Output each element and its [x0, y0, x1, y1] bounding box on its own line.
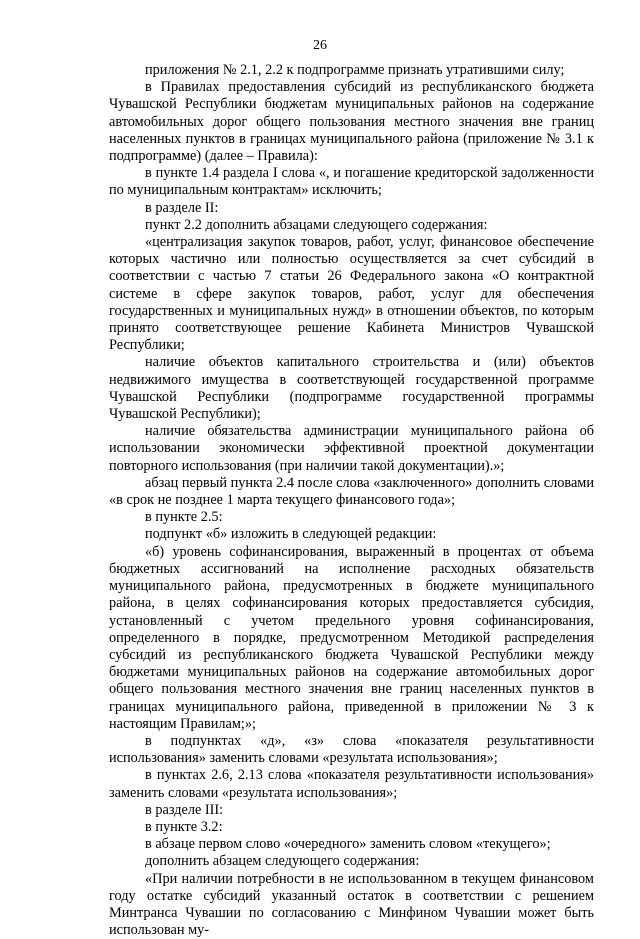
paragraph: пункт 2.2 дополнить абзацами следующего содержания:	[145, 216, 488, 233]
paragraph: приложения № 2.1, 2.2 к подпрограмме признать утратившими силу;	[145, 62, 565, 78]
paragraph: абзац первый пункта 2.4 после слова «заключенного» дополнить словами «в срок не позднее 1 марта текущего финансового года»;	[109, 474, 594, 509]
paragraph: наличие объектов капитального строительства и (или) объектов недвижимого имущества в соответствующей государственной программе Чувашской Республики (подпрограмме государственной программы Чувашской Республики);	[109, 354, 594, 423]
paragraph: «б) уровень софинансирования, выраженный в процентах от объема бюджетных ассигнований на исполнение расходных обязательств муниципального района, предусмотренных в бюджете муниципального района, в целях софинансирования которых предоставляется субсидия, установленный с учетом предельного уровня софинансирования, определенного в порядке, предусмотренном Методикой распределения субсидий из республиканского бюджета Чувашской Республики между бюджетами муниципальных районов на содержание автомобильных дорог общего пользования местного значения вне границ населенных пунктов в границах муниципального района, приведенной в приложении № 3 к настоящим Правилам;»;	[109, 543, 594, 732]
document-body	[109, 62, 594, 939]
paragraph: в пункте 1.4 раздела I слова «, и погашение кредиторской задолженности по муниципальным контрактам» исключить;	[109, 165, 594, 199]
paragraph: «При наличии потребности в не использованном в текущем финансовом году остатке субсидий указанный остаток в соответствии с решением Минтранса Чувашии по согласованию с Минфином Чувашии может быть использован му-	[109, 870, 594, 939]
paragraph: в Правилах предоставления субсидий из республиканского бюджета Чувашской Республики бюджетам муниципальных районов на содержание автомобильных дорог общего пользования местного значения вне границ населенных пунктов в границах муниципального района (приложение № 3.1 к подпрограмме) (далее – Правила):	[109, 79, 594, 165]
paragraph: «централизация закупок товаров, работ, услуг, финансовое обеспечение которых частично или полностью осуществляется за счет субсидий в соответствии с частью 7 статьи 26 Федерального закона «О контрактной системе в сфере закупок товаров, работ, услуг для обеспечения государственных и муниципальных нужд» в отношении объектов, по которым принято соответствующее решение Кабинета Министров Чувашской Республики;	[109, 234, 594, 354]
paragraph: в пункте 3.2:	[145, 818, 223, 835]
paragraph: в разделе II:	[145, 199, 219, 216]
paragraph: в пунктах 2.6, 2.13 слова «показателя результативности использования» заменить словами «результата использования»;	[109, 767, 594, 801]
paragraph: подпункт «б» изложить в следующей редакции:	[145, 526, 437, 543]
paragraph: в пункте 2.5:	[145, 509, 223, 526]
page-number: 26	[313, 38, 327, 53]
paragraph: в абзаце первом слово «очередного» заменить словом «текущего»;	[145, 836, 551, 853]
paragraph: дополнить абзацем следующего содержания:	[145, 853, 420, 870]
paragraph: в разделе III:	[145, 801, 224, 818]
paragraph: в подпунктах «д», «з» слова «показателя результативности использования» заменить словами «результата использования»;	[109, 732, 594, 767]
paragraph: наличие обязательства администрации муниципального района об использовании экономически эффективной проектной документации повторного использования (при наличии такой документации).»;	[109, 423, 594, 474]
